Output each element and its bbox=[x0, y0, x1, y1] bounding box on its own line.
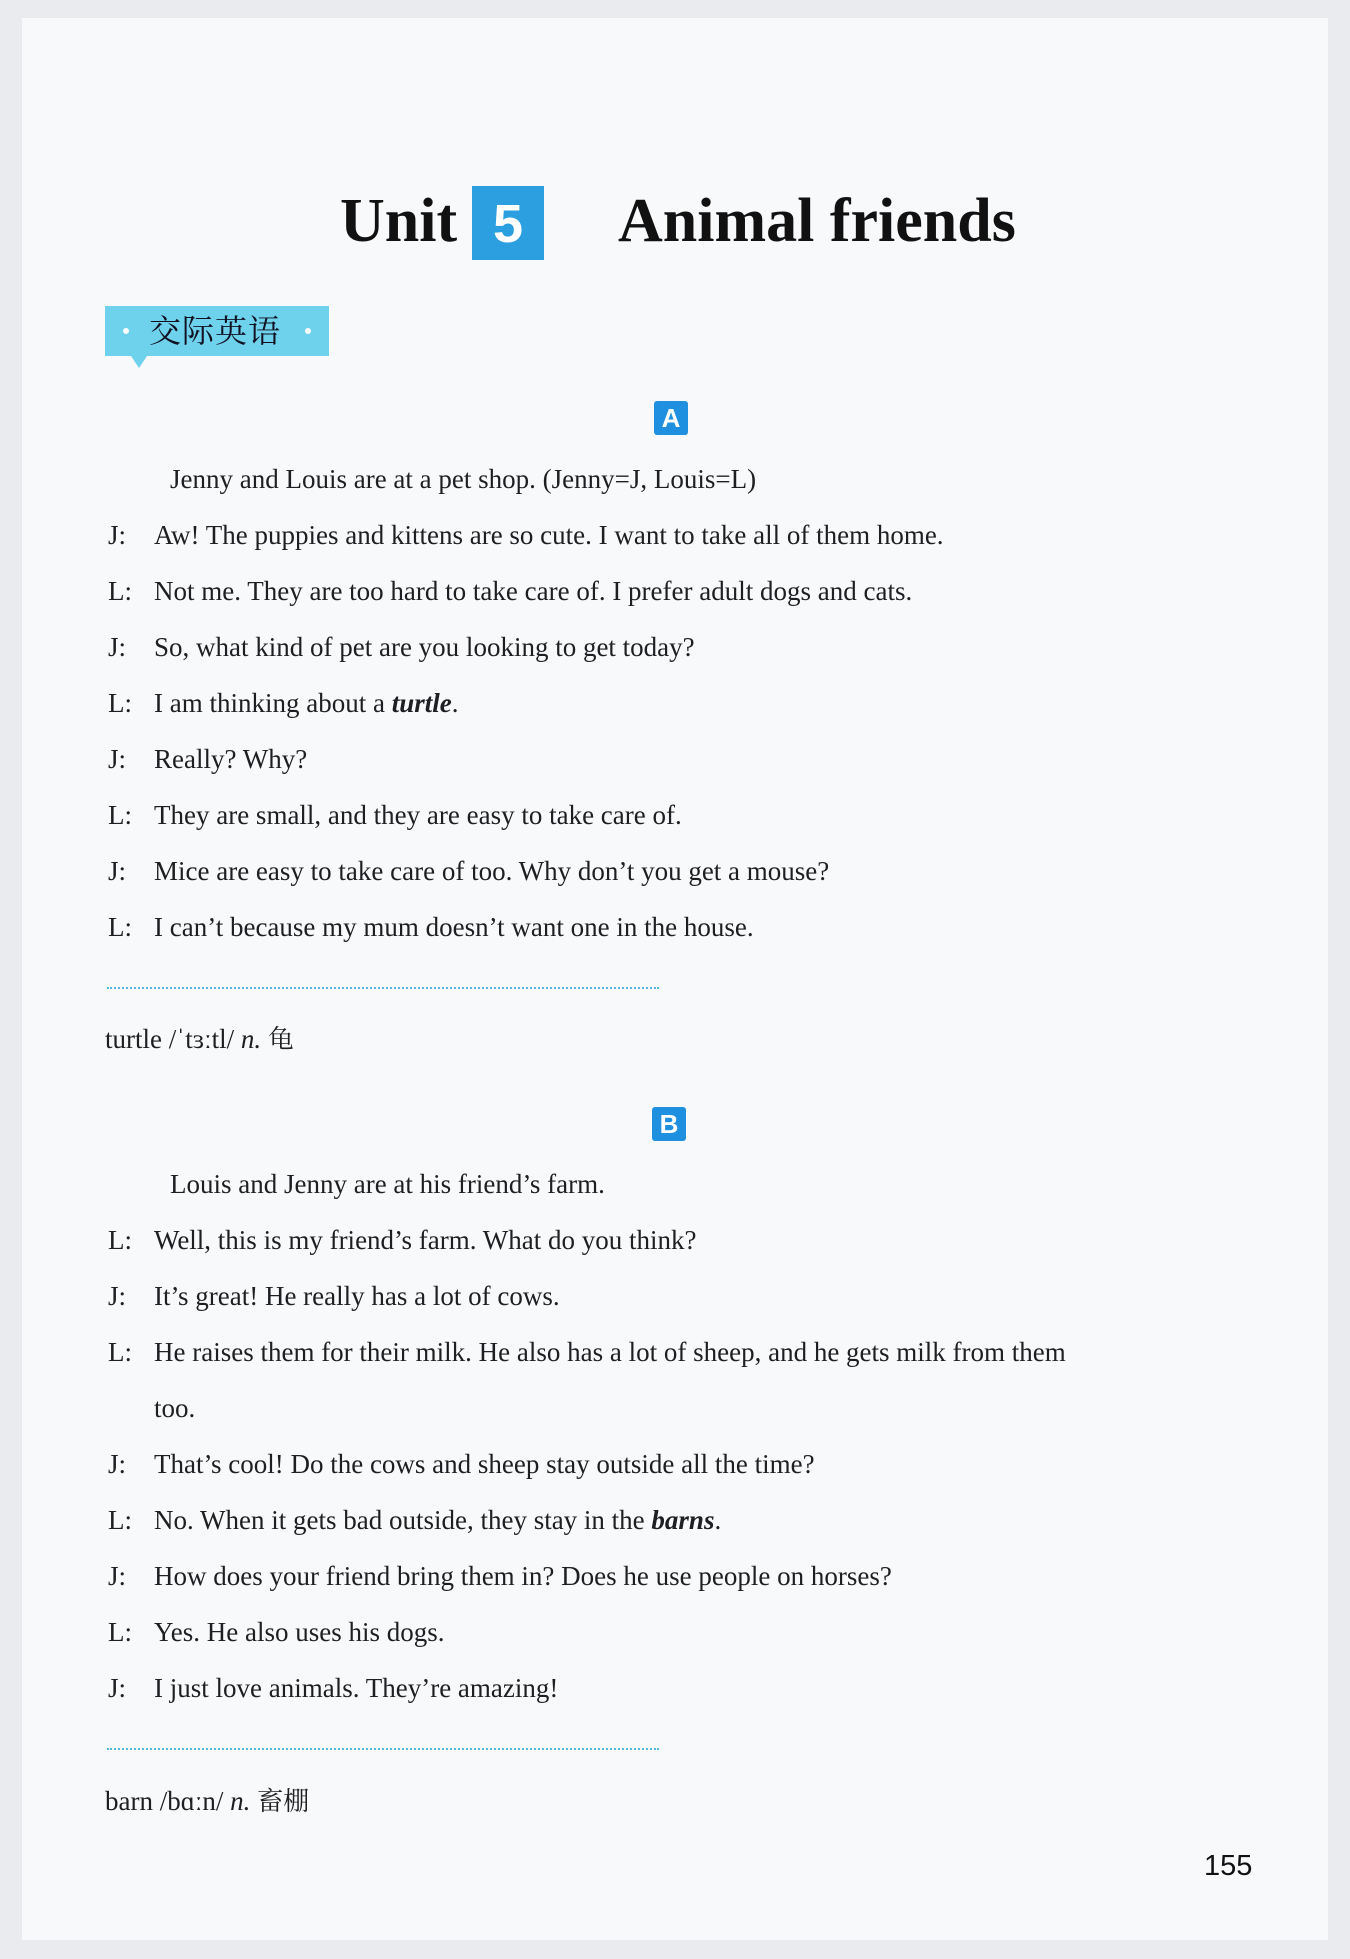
line-text: They are small, and they are easy to take care of. bbox=[154, 800, 682, 830]
speaker-label: L: bbox=[108, 688, 132, 718]
dialogue-line bbox=[108, 630, 695, 664]
line-text: He raises them for their milk. He also has a lot of sheep, and he gets milk from them bbox=[154, 1337, 1066, 1367]
section-a-intro: Jenny and Louis are at a pet shop. (Jenny=J, Louis=L) bbox=[170, 464, 757, 494]
unit-word: Unit bbox=[340, 187, 458, 255]
speaker-label: J: bbox=[108, 1281, 127, 1311]
speaker-label: J: bbox=[108, 632, 127, 662]
dialogue-line bbox=[108, 518, 944, 552]
keyword-barns: barns bbox=[651, 1505, 715, 1535]
vocab-entry-barn bbox=[105, 1784, 309, 1819]
dialogue-line bbox=[108, 910, 754, 944]
line-text: I am thinking about a bbox=[154, 688, 392, 718]
vocab-phonetic: /bɑːn/ bbox=[159, 1786, 224, 1816]
dialogue-line bbox=[108, 1503, 721, 1537]
banner-dot-icon bbox=[305, 328, 311, 334]
speaker-label: L: bbox=[108, 800, 132, 830]
speaker-label: L: bbox=[108, 1617, 132, 1647]
dialogue-line bbox=[108, 686, 458, 720]
unit-number-badge: 5 bbox=[472, 186, 544, 260]
vocab-phonetic: /ˈtɜːtl/ bbox=[168, 1024, 235, 1054]
vocab-divider bbox=[107, 987, 659, 989]
line-text: That’s cool! Do the cows and sheep stay outside all the time? bbox=[154, 1449, 815, 1479]
dialogue-line bbox=[108, 1447, 815, 1481]
vocab-meaning: 龟 bbox=[267, 1025, 294, 1055]
line-text: No. When it gets bad outside, they stay in the bbox=[154, 1505, 652, 1535]
page-number: 155 bbox=[1204, 1850, 1253, 1882]
dialogue-line bbox=[108, 742, 307, 776]
speaker-label: L: bbox=[108, 1225, 132, 1255]
dialogue-line bbox=[108, 1559, 892, 1593]
line-text: Mice are easy to take care of too. Why don’t you get a mouse? bbox=[154, 856, 830, 886]
speaker-label: L: bbox=[108, 912, 132, 942]
dialogue-line bbox=[108, 1671, 558, 1705]
dialogue-line bbox=[108, 854, 829, 888]
banner-label: 交际英语 bbox=[149, 312, 282, 350]
vocab-pos: n. bbox=[240, 1024, 262, 1054]
section-banner bbox=[105, 306, 329, 356]
vocab-word: barn bbox=[105, 1786, 153, 1816]
vocab-word: turtle bbox=[105, 1024, 162, 1054]
line-text-end: . bbox=[451, 688, 459, 718]
line-text: Well, this is my friend’s farm. What do you think? bbox=[154, 1225, 697, 1255]
vocab-meaning: 畜棚 bbox=[257, 1787, 310, 1817]
keyword-turtle: turtle bbox=[391, 688, 452, 718]
line-text: Not me. They are too hard to take care of. I prefer adult dogs and cats. bbox=[154, 576, 913, 606]
speaker-label: J: bbox=[108, 1673, 127, 1703]
dialogue-line bbox=[108, 798, 682, 832]
section-a-badge: A bbox=[654, 401, 688, 435]
speaker-label: L: bbox=[108, 1505, 132, 1535]
line-text: Really? Why? bbox=[154, 744, 308, 774]
speaker-label: L: bbox=[108, 1337, 132, 1367]
unit-title: Animal friends bbox=[618, 187, 1016, 255]
banner-dot-icon bbox=[123, 328, 129, 334]
vocab-pos: n. bbox=[230, 1786, 251, 1816]
line-text: Yes. He also uses his dogs. bbox=[154, 1617, 445, 1647]
vocab-entry-turtle bbox=[105, 1022, 294, 1057]
line-text: It’s great! He really has a lot of cows. bbox=[154, 1281, 560, 1311]
speaker-label: J: bbox=[108, 744, 127, 774]
vocab-divider bbox=[107, 1748, 659, 1750]
dialogue-line bbox=[108, 1223, 697, 1257]
line-text: I just love animals. They’re amazing! bbox=[154, 1673, 559, 1703]
dialogue-line bbox=[108, 1335, 1066, 1369]
dialogue-line-continuation: too. bbox=[154, 1393, 196, 1423]
dialogue-line bbox=[108, 574, 912, 608]
dialogue-line bbox=[108, 1615, 445, 1649]
banner-tail bbox=[131, 356, 147, 368]
line-text: I can’t because my mum doesn’t want one in the house. bbox=[154, 912, 754, 942]
speaker-label: J: bbox=[108, 1561, 127, 1591]
line-text-end: . bbox=[714, 1505, 722, 1535]
speaker-label: J: bbox=[108, 1449, 127, 1479]
speaker-label: J: bbox=[108, 520, 127, 550]
line-text: So, what kind of pet are you looking to get today? bbox=[154, 632, 695, 662]
speaker-label: J: bbox=[108, 856, 127, 886]
line-text: How does your friend bring them in? Does he use people on horses? bbox=[154, 1561, 892, 1591]
section-b-intro: Louis and Jenny are at his friend’s farm. bbox=[170, 1169, 605, 1199]
section-b-badge: B bbox=[652, 1107, 686, 1141]
line-text: Aw! The puppies and kittens are so cute. I want to take all of them home. bbox=[154, 520, 944, 550]
dialogue-line bbox=[108, 1279, 560, 1313]
speaker-label: L: bbox=[108, 576, 132, 606]
